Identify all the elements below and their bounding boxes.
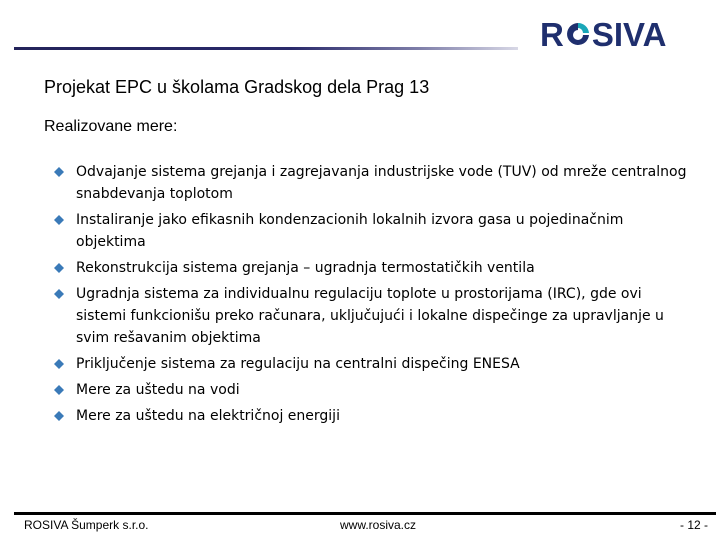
footer-website: www.rosiva.cz <box>340 518 417 532</box>
list-item-text: Rekonstrukcija sistema grejanja – ugradnja termostatičkih ventila <box>76 260 535 276</box>
blue-diamond-bullet-icon <box>54 167 64 177</box>
measures-list <box>54 161 694 431</box>
list-item-text: Mere za uštedu na vodi <box>76 382 240 398</box>
list-item <box>54 353 694 375</box>
list-item-text: Odvajanje sistema grejanja i zagrejavanja industrijske vode (TUV) od mreže centralnog snabdevanja toplotom <box>76 164 687 202</box>
logo-letters-siva: SIVA <box>591 16 667 53</box>
list-item <box>54 257 694 279</box>
blue-diamond-bullet-icon <box>54 411 64 421</box>
list-item <box>54 379 694 401</box>
blue-diamond-bullet-icon <box>54 215 64 225</box>
blue-diamond-bullet-icon <box>54 385 64 395</box>
list-item-text: Instaliranje jako efikasnih kondenzacionih lokalnih izvora gasa u pojedinačnim objektima <box>76 212 624 250</box>
footer-company: ROSIVA Šumperk s.r.o. <box>24 518 149 532</box>
logo-swirl-icon <box>565 20 591 50</box>
slide-subtitle: Realizovane mere: <box>44 118 178 135</box>
rosiva-logo <box>540 17 666 53</box>
list-item <box>54 405 694 427</box>
logo-letter-r: R <box>540 16 564 53</box>
footer-page-number: - 12 - <box>679 518 708 532</box>
list-item <box>54 161 694 205</box>
footer-rule <box>14 512 716 515</box>
list-item <box>54 283 694 349</box>
blue-diamond-bullet-icon <box>54 289 64 299</box>
blue-diamond-bullet-icon <box>54 359 64 369</box>
list-item <box>54 209 694 253</box>
slide-title: Projekat EPC u školama Gradskog dela Prag 13 <box>44 77 430 97</box>
header-rule <box>14 47 518 50</box>
list-item-text: Ugradnja sistema za individualnu regulaciju toplote u prostorijama (IRC), gde ovi sistemi funkcionišu preko računara, uključujući i lokalne dispečinge za upravljanje u svim rešavanim objektima <box>76 286 664 346</box>
list-item-text: Priključenje sistema za regulaciju na centralni dispečing ENESA <box>76 356 520 372</box>
blue-diamond-bullet-icon <box>54 263 64 273</box>
list-item-text: Mere za uštedu na električnoj energiji <box>76 408 340 424</box>
